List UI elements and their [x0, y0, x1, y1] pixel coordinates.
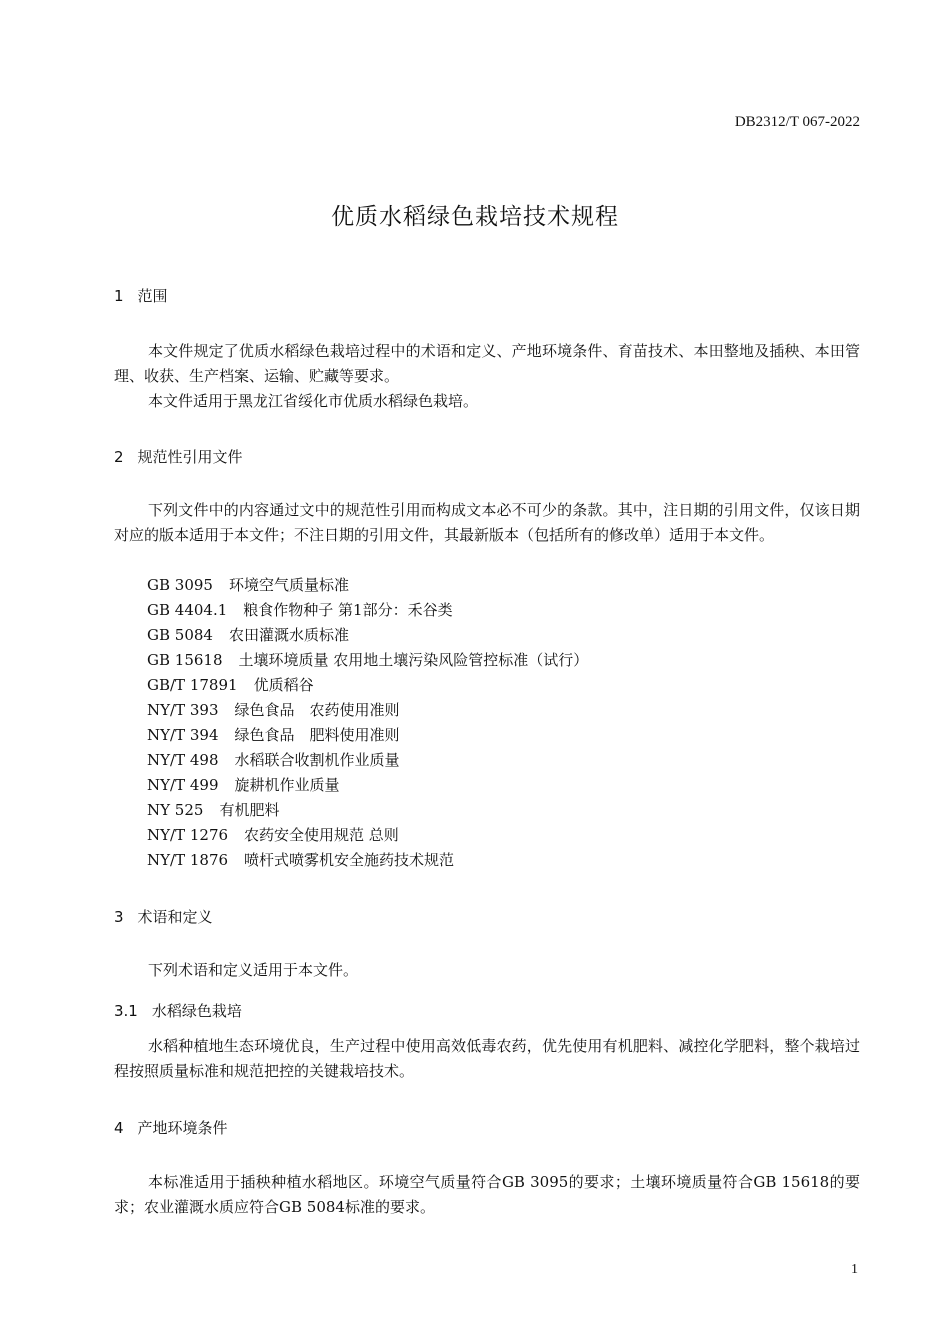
reference-code: GB 3095: [147, 576, 213, 594]
document-code: DB2312/T 067-2022: [734, 114, 860, 130]
section-number: 4: [114, 1119, 124, 1137]
section-heading-terms: [114, 906, 213, 927]
list-item: [147, 823, 588, 848]
section-title: 术语和定义: [137, 908, 213, 926]
list-item: [147, 848, 588, 873]
references-intro: 下列文件中的内容通过文中的规范性引用而构成文本必不可少的条款。其中，注日期的引用文件，仅该日期对应的版本适用于本文件；不注日期的引用文件，其最新版本（包括所有的修改单）适用于本文件。: [114, 501, 860, 544]
section-number: 2: [114, 448, 124, 466]
term-definition: 水稻种植地生态环境优良，生产过程中使用高效低毒农药，优先使用有机肥料、减控化学肥料，整个栽培过程按照质量标准和规范把控的关键栽培技术。: [114, 1037, 860, 1080]
reference-code: NY/T 1876: [147, 851, 229, 869]
reference-code: NY 525: [147, 801, 204, 819]
reference-title: 水稻联合收割机作业质量: [234, 751, 400, 769]
scope-paragraph-2: 本文件适用于黑龙江省绥化市优质水稻绿色栽培。: [148, 392, 479, 410]
subsection-title: 水稻绿色栽培: [151, 1002, 242, 1020]
reference-code: NY/T 1276: [147, 826, 229, 844]
reference-code: GB 4404.1: [147, 601, 228, 619]
section-heading-references: [114, 446, 243, 467]
reference-title: 旋耕机作业质量: [234, 776, 340, 794]
list-item: [147, 798, 588, 823]
environment-paragraph: 本标准适用于插秧种植水稻地区。环境空气质量符合GB 3095的要求；土壤环境质量符合GB 15618的要求；农业灌溉水质应符合GB 5084标准的要求。: [114, 1173, 860, 1216]
list-item: [147, 723, 588, 748]
section-title: 规范性引用文件: [137, 448, 243, 466]
subsection-number: 3.1: [114, 1002, 138, 1020]
list-item: [147, 773, 588, 798]
reference-code: NY/T 498: [147, 751, 219, 769]
reference-title: 农药安全使用规范 总则: [244, 826, 399, 844]
list-item: [147, 623, 588, 648]
reference-code: GB 5084: [147, 626, 213, 644]
reference-list: [147, 573, 588, 873]
page-number: 1: [851, 1262, 858, 1277]
list-item: [147, 698, 588, 723]
reference-code: NY/T 394: [147, 726, 219, 744]
section-title: 范围: [137, 287, 168, 305]
list-item: [147, 598, 588, 623]
reference-title: 绿色食品 农药使用准则: [234, 701, 400, 719]
section-heading-environment: [114, 1117, 228, 1138]
reference-code: NY/T 499: [147, 776, 219, 794]
list-item: [147, 748, 588, 773]
reference-title: 环境空气质量标准: [228, 576, 349, 594]
list-item: [147, 648, 588, 673]
reference-code: NY/T 393: [147, 701, 219, 719]
reference-title: 农田灌溉水质标准: [228, 626, 349, 644]
reference-title: 绿色食品 肥料使用准则: [234, 726, 400, 744]
reference-title: 有机肥料: [219, 801, 280, 819]
terms-intro: 下列术语和定义适用于本文件。: [148, 961, 359, 979]
list-item: [147, 673, 588, 698]
reference-title: 优质稻谷: [253, 676, 314, 694]
reference-title: 喷杆式喷雾机安全施药技术规范: [244, 851, 455, 869]
section-heading-scope: [114, 285, 168, 306]
scope-paragraph-1: 本文件规定了优质水稻绿色栽培过程中的术语和定义、产地环境条件、育苗技术、本田整地及插秧、本田管理、收获、生产档案、运输、贮藏等要求。: [114, 342, 860, 385]
subsection-heading-green-cultivation: [114, 1000, 242, 1021]
reference-title: 土壤环境质量 农用地土壤污染风险管控标准（试行）: [238, 651, 589, 669]
section-number: 1: [114, 287, 124, 305]
reference-code: GB/T 17891: [147, 676, 238, 694]
document-title: 优质水稻绿色栽培技术规程: [331, 204, 619, 230]
section-number: 3: [114, 908, 124, 926]
reference-code: GB 15618: [147, 651, 223, 669]
reference-title: 粮食作物种子 第1部分：禾谷类: [243, 601, 453, 619]
section-title: 产地环境条件: [137, 1119, 228, 1137]
list-item: [147, 573, 588, 598]
